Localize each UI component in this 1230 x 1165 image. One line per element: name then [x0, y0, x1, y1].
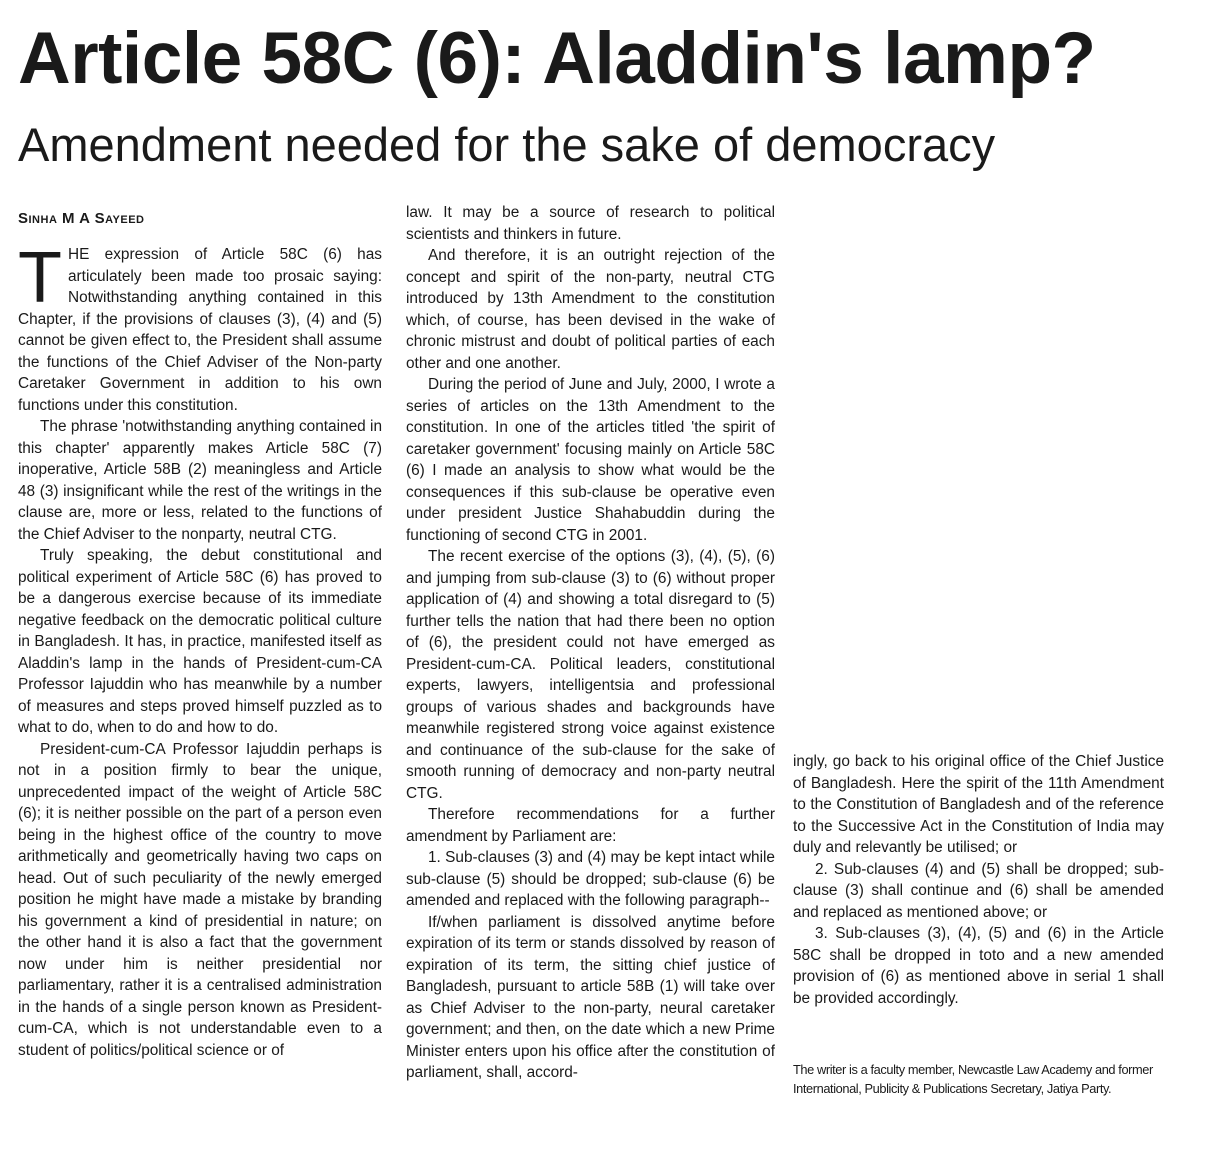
- subheadline: Amendment needed for the sake of democracy: [18, 118, 996, 171]
- paragraph-7: During the period of June and July, 2000, I wrote a series of articles on the 13th Amendment to the constitution. In one of the articles titled 'the spirit of caretaker government' focusing mainly on Article 58C (6) I made an analysis to show what would be the consequences if this sub-clause be operative even under president Justice Shahabuddin during the functioning of second CTG in 2001.: [406, 376, 775, 544]
- paragraph-1: [18, 244, 382, 416]
- recommendation-1: 1. Sub-clauses (3) and (4) may be kept intact while sub-clause (5) should be dropped; sub-clause (6) be amended and replaced with the following paragraph--: [406, 849, 775, 909]
- paragraph-1-text: HE expression of Article 58C (6) has articulately been made too prosaic saying: Notwithstanding anything contained in this Chapter, if the provisions of clauses (3), (4) and (5) cannot be given effect to, the President shall assume the functions of the Chief Adviser of the Non-party Caretaker Government in addition to his own functions under this constitution.: [18, 246, 382, 414]
- paragraph-9: Therefore recommendations for a further amendment by Parliament are:: [406, 806, 775, 845]
- paragraph-8: The recent exercise of the options (3), (4), (5), (6) and jumping from sub-clause (3) to (6) without proper application of (4) and showing a total disregard to (5) further tells the nation that had there been no option of (6), the president could not have emerged as President-cum-CA. Political leaders, constitutional experts, lawyers, intelligentsia and professional groups of various shades and backgrounds have meanwhile registered strong voice against existence and continuance of the sub-clause for the sake of smooth running of democracy and non-party neutral CTG.: [406, 548, 775, 802]
- paragraph-10: ingly, go back to his original office of the Chief Justice of Bangladesh. Here the spirit of the 11th Amendment to the Constitution of Bangladesh and of the reference to the Successive Act in the Constitution of India may duly and relevantly be utilised; or: [793, 753, 1164, 856]
- paragraph-4: President-cum-CA Professor Iajuddin perhaps is not in a position firmly to bear the unique, unprecedented impact of the weight of Article 58C (6); it is neither possible on the part of a person even being in the highest office of the country to move arithmetically and geometrically having two caps on head. Out of such peculiarity of the newly emerged position he might have made a mistake by branding his government a kind of presidential in nature; on the other hand it is also a fact that the government now under him is neither presidential nor parliamentary, rather it is a centralised administration in the hands of a single person known as President-cum-CA, which is not understandable even to a student of politics/political science or of: [18, 740, 382, 1059]
- paragraph-5: law. It may be a source of research to political scientists and thinkers in future.: [406, 204, 775, 243]
- paragraph-2: The phrase 'notwithstanding anything contained in this chapter' apparently makes Article 58C (7) inoperative, Article 58B (2) meaningless and Article 48 (3) insignificant while the rest of the writings in the clause are, more or less, related to the functions of the Chief Adviser to the nonparty, neutral CTG.: [18, 418, 382, 543]
- drop-cap: T: [18, 244, 62, 318]
- recommendation-1-paragraph: If/when parliament is dissolved anytime before expiration of its term or stands dissolved by reason of expiration of its term, the sitting chief justice of Bangladesh, pursuant to article 58B (1) will take over as Chief Adviser to the non-party, neural caretaker government; and then, on the date which a new Prime Minister enters upon his office after the constitution of parliament, shall, accord-: [406, 913, 775, 1081]
- article-column-3: [793, 751, 1164, 1051]
- article-column-2: [406, 202, 775, 1112]
- byline: Sinha M A Sayeed: [18, 210, 145, 227]
- paragraph-3: Truly speaking, the debut constitutional and political experiment of Article 58C (6) has proved to be a dangerous exercise because of its immediate negative feedback on the democratic political culture in Bangladesh. It has, in practice, manifested itself as Aladdin's lamp in the hands of President-cum-CA Professor Iajuddin who has meanwhile by a number of measures and steps proved himself puzzled as to what to do, when to do and how to do.: [18, 547, 382, 736]
- author-note: The writer is a faculty member, Newcastle Law Academy and former International, Publicity & Publications Secretary, Jatiya Party.: [793, 1062, 1153, 1096]
- article-column-1: [18, 244, 382, 1114]
- headline: Article 58C (6): Aladdin's lamp?: [18, 18, 1096, 99]
- recommendation-3: 3. Sub-clauses (3), (4), (5) and (6) in the Article 58C shall be dropped in toto and a new amended provision of (6) as mentioned above in serial 1 shall be provided accordingly.: [793, 925, 1164, 1007]
- recommendation-2: 2. Sub-clauses (4) and (5) shall be dropped; sub-clause (3) shall continue and (6) shall be amended and replaced as mentioned above; or: [793, 860, 1164, 921]
- paragraph-6: And therefore, it is an outright rejection of the concept and spirit of the non-party, neutral CTG introduced by 13th Amendment to the constitution which, of course, has been devised in the wake of chronic mistrust and doubt of political parties of each other and one another.: [406, 247, 775, 372]
